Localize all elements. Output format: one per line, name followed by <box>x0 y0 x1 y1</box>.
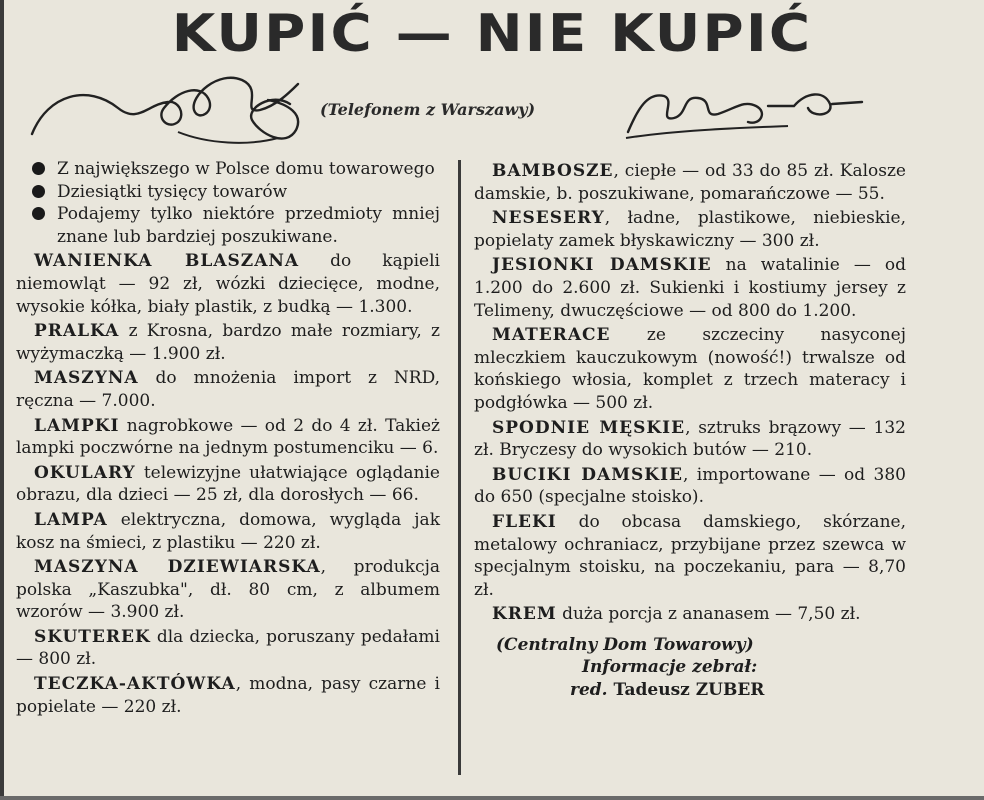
item-paragraph <box>16 556 440 624</box>
item-paragraph <box>474 254 906 322</box>
item-paragraph <box>16 462 440 507</box>
item-keyword: PRALKA <box>34 321 120 342</box>
right-column <box>474 158 906 702</box>
item-paragraph <box>474 160 906 205</box>
item-paragraph <box>16 320 440 365</box>
item-text: ze szczeciny nasyconej mleczkiem kauczukowym (nowość!) trwalsze od końskiego włosia, komplet z trzech materacy i podgłówka — 500 zł. <box>474 325 906 413</box>
credits <box>474 634 906 702</box>
item-text: elektryczna, domowa, wygląda jak kosz na śmieci, z plastiku — 220 zł. <box>16 509 440 553</box>
bullet-icon <box>32 207 45 220</box>
item-text: , ładne, plastikowe, niebieskie, popielaty zamek błyskawiczny — 300 zł. <box>474 208 906 251</box>
item-text: , sztruks brązowy — 132 zł. Bryczesy do wysokich butów — 210. <box>474 417 906 461</box>
item-paragraph <box>474 511 906 601</box>
item-paragraph <box>16 367 440 412</box>
bottom-border <box>0 796 984 800</box>
credit-author: Tadeusz ZUBER <box>613 680 765 701</box>
left-column <box>16 158 440 718</box>
intro-text: Podajemy tylko niektóre przedmioty mniej znane lub bardziej poszukiwane. <box>57 204 440 247</box>
item-text: , produkcja polska „Kaszubka", dł. 80 cm, z albumem wzorów — 3.900 zł. <box>16 557 440 623</box>
item-text: , modna, pasy czarne i popielate — 220 zł. <box>16 674 440 717</box>
item-paragraph <box>16 626 440 671</box>
item-text: , importowane — od 380 do 650 (specjalne stoisko). <box>474 464 906 508</box>
intro-line <box>16 158 440 181</box>
left-border <box>0 0 4 800</box>
left-scribble-illustration <box>28 64 328 154</box>
item-text: z Krosna, bardzo małe rozmiary, z wyżymaczką — 1.900 zł. <box>16 321 440 364</box>
item-paragraph <box>16 415 440 460</box>
item-keyword: BUCIKI DAMSKIE <box>492 464 683 485</box>
item-keyword: LAMPKI <box>34 415 120 436</box>
item-paragraph <box>474 464 906 509</box>
item-text: do mnożenia import z NRD, ręczna — 7.000. <box>16 368 440 411</box>
item-keyword: FLEKI <box>492 511 557 532</box>
item-keyword: MASZYNA DZIEWIARSKA <box>34 557 321 578</box>
item-keyword: WANIENKA BLASZANA <box>34 251 300 272</box>
intro-line <box>16 203 440 248</box>
intro-text: Z największego w Polsce domu towarowego <box>57 159 435 179</box>
byline: (Telefonem z Warszawy) <box>320 100 536 119</box>
item-text: , ciepłe — od 33 do 85 zł. Kalosze damskie, b. poszukiwane, pomarańczowe — 55. <box>474 161 906 204</box>
item-text: na watalinie — od 1.200 do 2.600 zł. Sukienki i kostiumy jersey z Telimeny, dwuczęściowe — od 800 do 1.200. <box>474 255 906 321</box>
item-text: telewizyjne ułatwiające oglądanie obrazu, dla dzieci — 25 zł, dla dorosłych — 66. <box>16 462 440 506</box>
bullet-icon <box>32 162 45 175</box>
item-text: do obcasa damskiego, skórzane, metalowy ochraniacz, przybijane przez szewca w specjalnym stoisku, na poczekaniu, para — 8,70 zł. <box>474 511 906 600</box>
credit-author-line <box>474 679 906 702</box>
item-keyword: KREM <box>492 604 557 625</box>
credit-source: (Centralny Dom Towarowy) <box>496 634 754 655</box>
column-divider <box>458 160 461 775</box>
intro-text: Dziesiątki tysięcy towarów <box>57 181 288 202</box>
item-paragraph <box>16 509 440 554</box>
item-paragraph <box>474 207 906 252</box>
item-paragraph <box>16 673 440 718</box>
item-keyword: TECZKA-AKTÓWKA <box>34 674 236 695</box>
item-paragraph <box>474 324 906 414</box>
item-keyword: SKUTEREK <box>34 626 151 647</box>
right-scribble-illustration <box>618 78 868 148</box>
item-keyword: LAMPA <box>34 509 108 530</box>
item-keyword: JESIONKI DAMSKIE <box>492 255 712 276</box>
item-paragraph <box>474 603 906 626</box>
item-keyword: OKULARY <box>34 462 136 483</box>
item-text: duża porcja z ananasem — 7,50 zł. <box>556 604 861 625</box>
intro-line <box>16 181 440 204</box>
item-text: dla dziecka, poruszany pedałami — 800 zł. <box>16 626 440 670</box>
item-keyword: NESESERY <box>492 208 605 229</box>
item-text: do kąpieli niemowląt — 92 zł, wózki dziecięce, modne, wysokie kółka, biały plastik, z budką — 1.300. <box>16 251 440 317</box>
item-paragraph <box>16 250 440 318</box>
item-paragraph <box>474 417 906 462</box>
item-keyword: MATERACE <box>492 325 611 346</box>
bullet-icon <box>32 185 45 198</box>
item-keyword: BAMBOSZE <box>492 161 614 181</box>
item-keyword: SPODNIE MĘSKIE <box>492 417 686 438</box>
item-text: nagrobkowe — od 2 do 4 zł. Takież lampki poczwórne na jednym postumenciku — 6. <box>16 415 440 459</box>
credit-collected-by: Informacje zebrał: <box>582 657 758 678</box>
headline: KUPIĆ — NIE KUPIĆ <box>171 4 813 64</box>
credit-red: red. <box>570 680 608 701</box>
item-keyword: MASZYNA <box>34 368 139 389</box>
